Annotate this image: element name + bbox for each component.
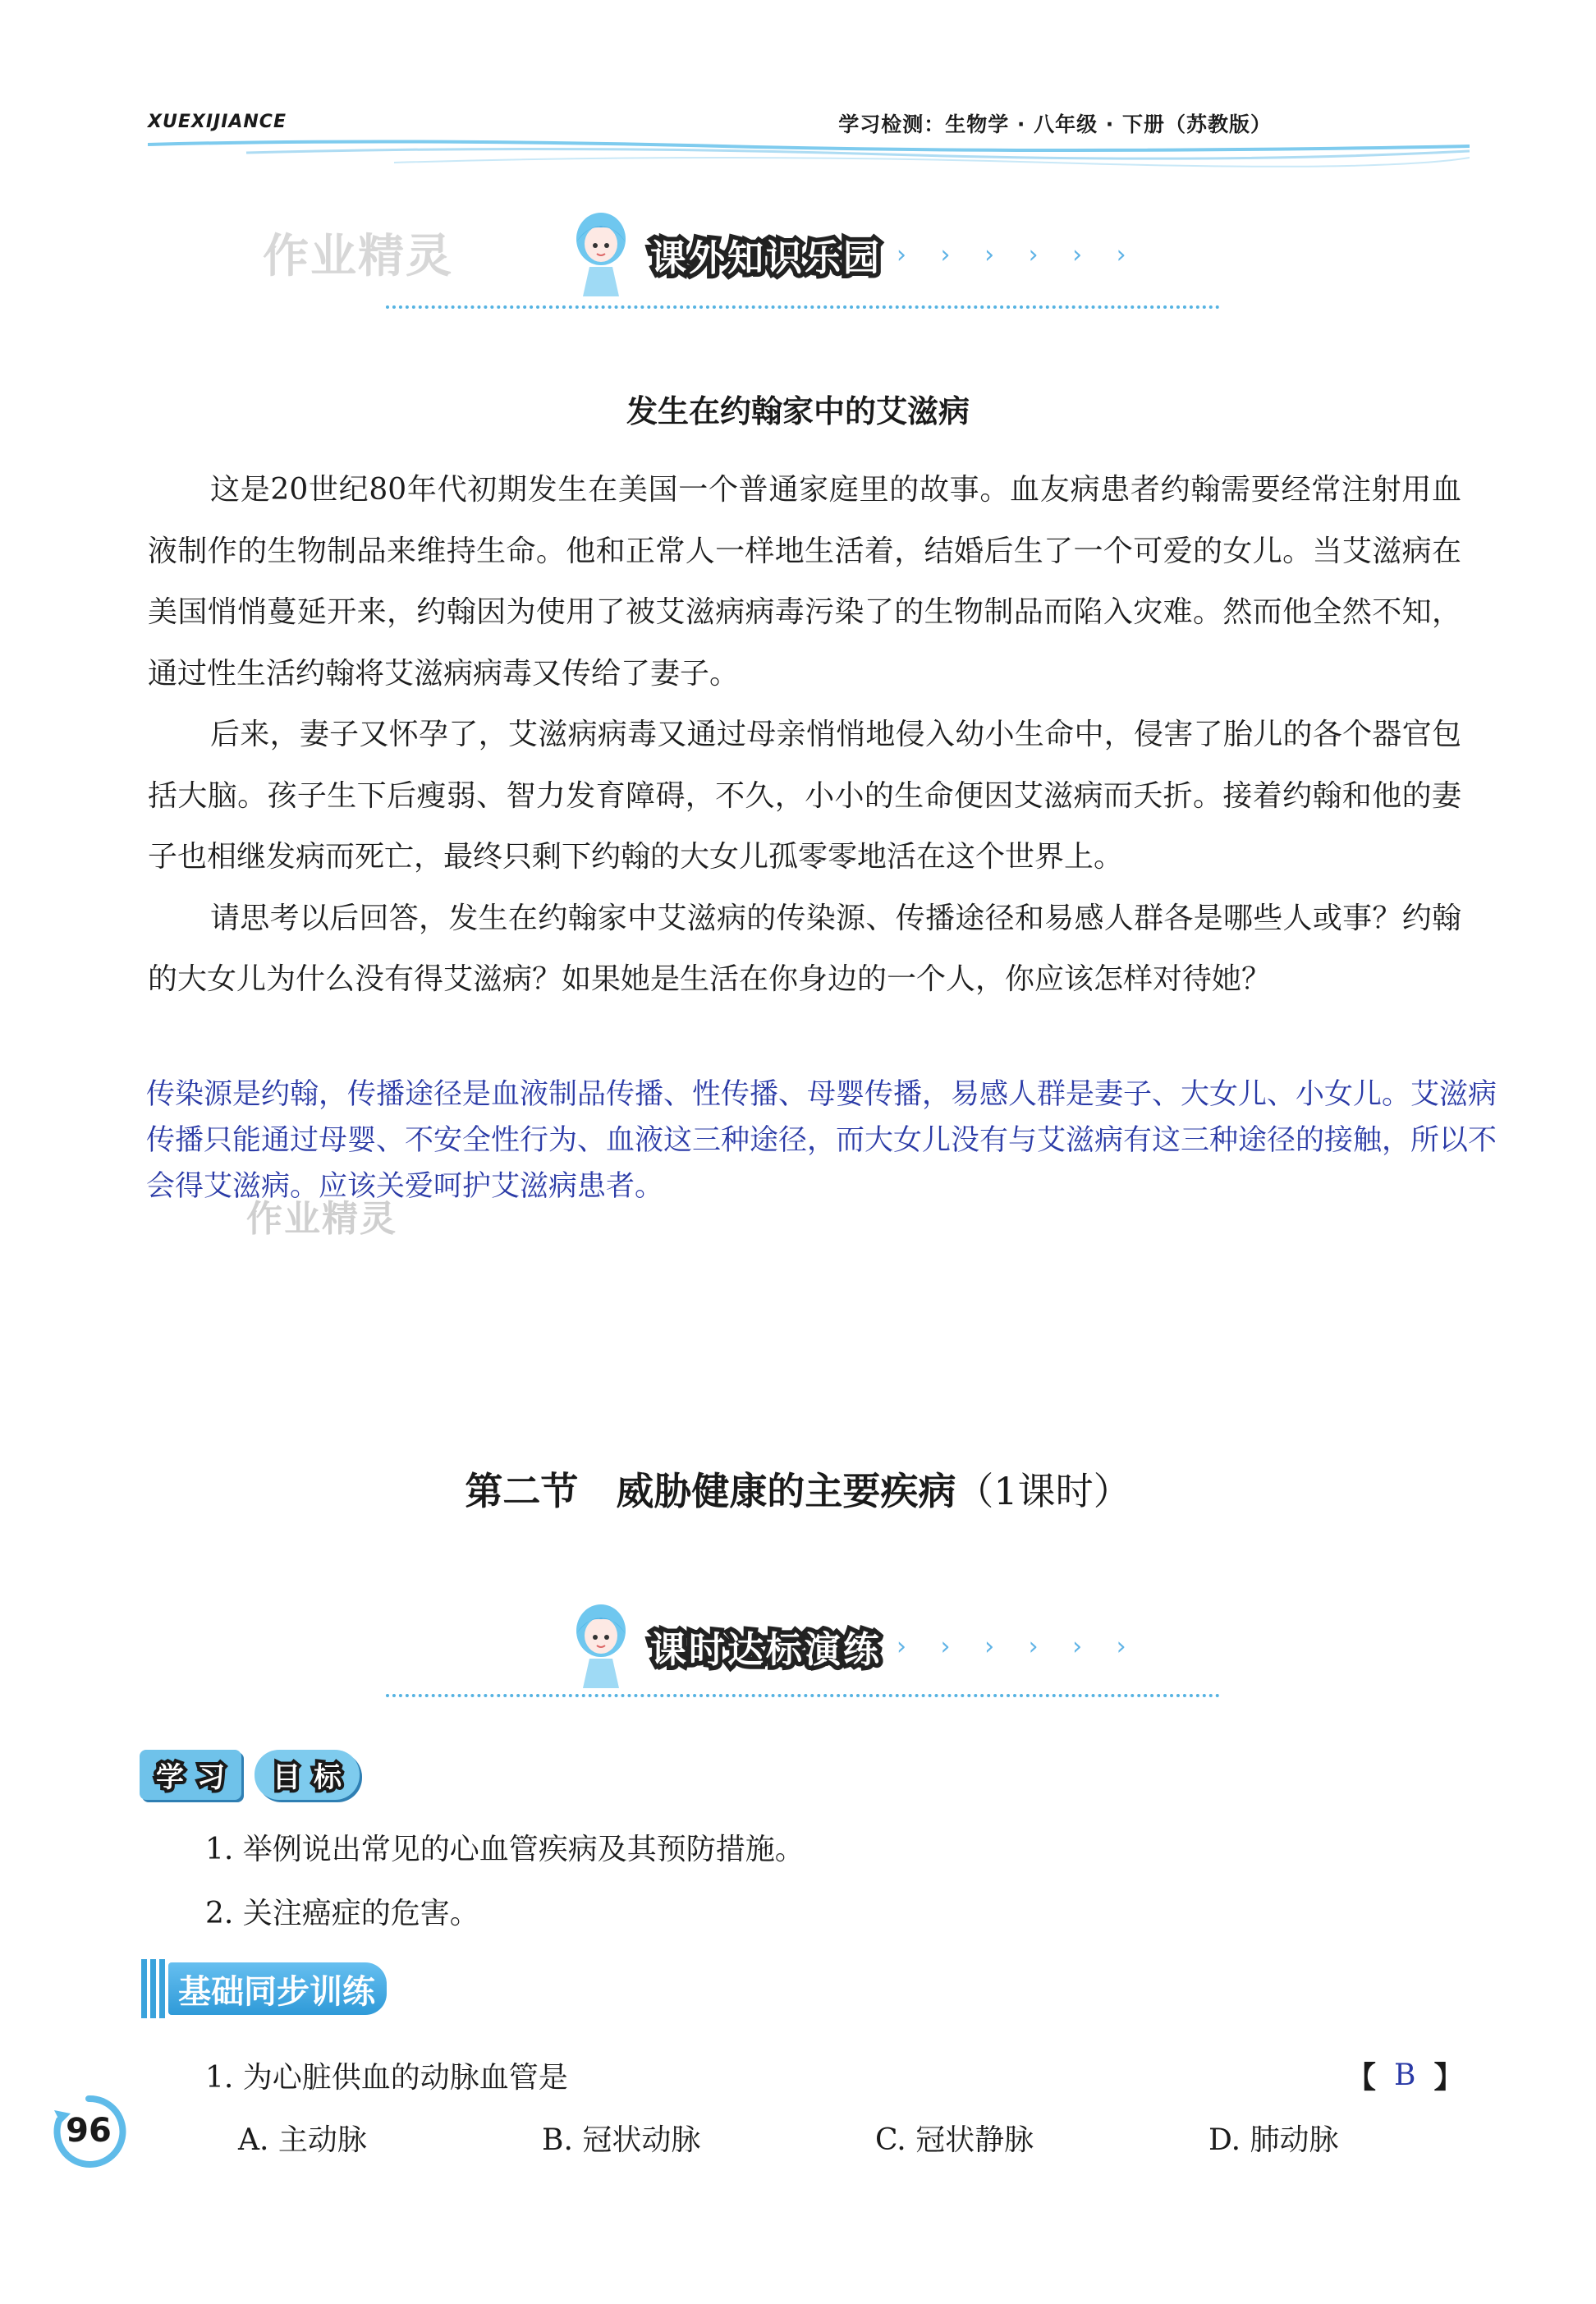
story-body (148, 460, 1461, 1011)
answer-bracket (1346, 2054, 1464, 2096)
banner-arrows: › › › › › › (897, 1632, 1140, 1661)
story-paragraph: 这是20世纪80年代初期发生在美国一个普通家庭里的故事。血友病患者约翰需要经常注射用血液制作的生物制品来维持生命。他和正常人一样地生活着，结婚后生了一个可爱的女儿。当艾滋病在美国悄悄蔓延开来，约翰因为使用了被艾滋病病毒污染了的生物制品而陷入灾难。然而他全然不知，通过性生活约翰将艾滋病病毒又传给了妻子。 (148, 473, 1461, 691)
goal-item: 2. 关注癌症的危害。 (205, 1897, 479, 1930)
banner-title: 课时达标演练 (650, 1629, 882, 1671)
header-swoosh (148, 138, 1470, 171)
story-question: 请思考以后回答，发生在约翰家中艾滋病的传染源、传播途径和易感人群各是哪些人或事？约翰的大女儿为什么没有得艾滋病？如果她是生活在你身边的一个人，你应该怎样对待她？ (148, 901, 1461, 996)
learning-goals-tag (140, 1747, 360, 1801)
banner-arrows: › › › › › › (897, 240, 1140, 269)
goals-tag-char: 学 (156, 1760, 184, 1794)
story-paragraph: 后来，妻子又怀孕了，艾滋病病毒又通过母亲悄悄地侵入幼小生命中，侵害了胎儿的各个器官包括大脑。孩子生下后瘦弱、智力发育障碍，不久，小小的生命便因艾滋病而夭折。接着约翰和他的妻子也相继发病而死亡，最终只剩下约翰的大女儿孤零零地活在这个世界上。 (148, 718, 1461, 874)
banner-dotted-rule (386, 305, 1220, 309)
bracket-close: 】 (1433, 2061, 1464, 2095)
goals-tag-char: 目 (273, 1760, 300, 1794)
goals-tag-char: 标 (314, 1760, 342, 1794)
page-number-text: 96 (66, 2112, 112, 2150)
cartoon-girl-icon (566, 1601, 635, 1691)
goals-tag-right (255, 1750, 360, 1800)
answer-choice: B (1394, 2058, 1416, 2092)
watermark: 作业精灵 (246, 1198, 397, 1240)
basic-training-label: 基础同步训练 (168, 1962, 387, 2015)
page-number (49, 2092, 128, 2171)
goals-tag-char: 习 (197, 1760, 225, 1794)
section-title (0, 1462, 1596, 1516)
banner-dotted-rule (386, 1694, 1220, 1697)
option-b: B. 冠状动脉 (542, 2123, 701, 2157)
header-logo: XUEXIJIANCE (148, 112, 287, 132)
bracket-open: 【 (1346, 2061, 1377, 2095)
option-c: C. 冠状静脉 (875, 2123, 1034, 2157)
handwritten-answer: 传染源是约翰，传播途径是血液制品传播、性传播、母婴传播，易感人群是妻子、大女儿、小女儿。艾滋病传播只能通过母婴、不安全性行为、血液这三种途径，而大女儿没有与艾滋病有这三种途径的接触，所以不会得艾滋病。应该关爱呵护艾滋病患者。 (146, 1078, 1497, 1203)
story-title: 发生在约翰家中的艾滋病 (626, 393, 970, 429)
option-a: A. 主动脉 (238, 2123, 367, 2157)
section-title-text: 第二节 威胁健康的主要疾病 (465, 1469, 956, 1513)
banner-title: 课外知识乐园 (650, 237, 882, 279)
section-lesson-count: （1课时） (956, 1469, 1131, 1513)
goal-item: 1. 举例说出常见的心血管疾病及其预防措施。 (205, 1833, 805, 1866)
option-d: D. 肺动脉 (1208, 2123, 1339, 2157)
banner-class-practice (566, 1601, 1140, 1691)
goals-tag-left (140, 1750, 241, 1800)
tag-stripes (141, 1959, 168, 2018)
banner-extracurricular (566, 209, 1140, 300)
question-1: 1. 为心脏供血的动脉血管是 (205, 2061, 568, 2095)
basic-training-tag (141, 1959, 387, 2018)
header-title: 学习检测：生物学 · 八年级 · 下册（苏教版） (838, 112, 1272, 136)
watermark: 作业精灵 (263, 230, 453, 283)
cartoon-girl-icon (566, 209, 635, 300)
